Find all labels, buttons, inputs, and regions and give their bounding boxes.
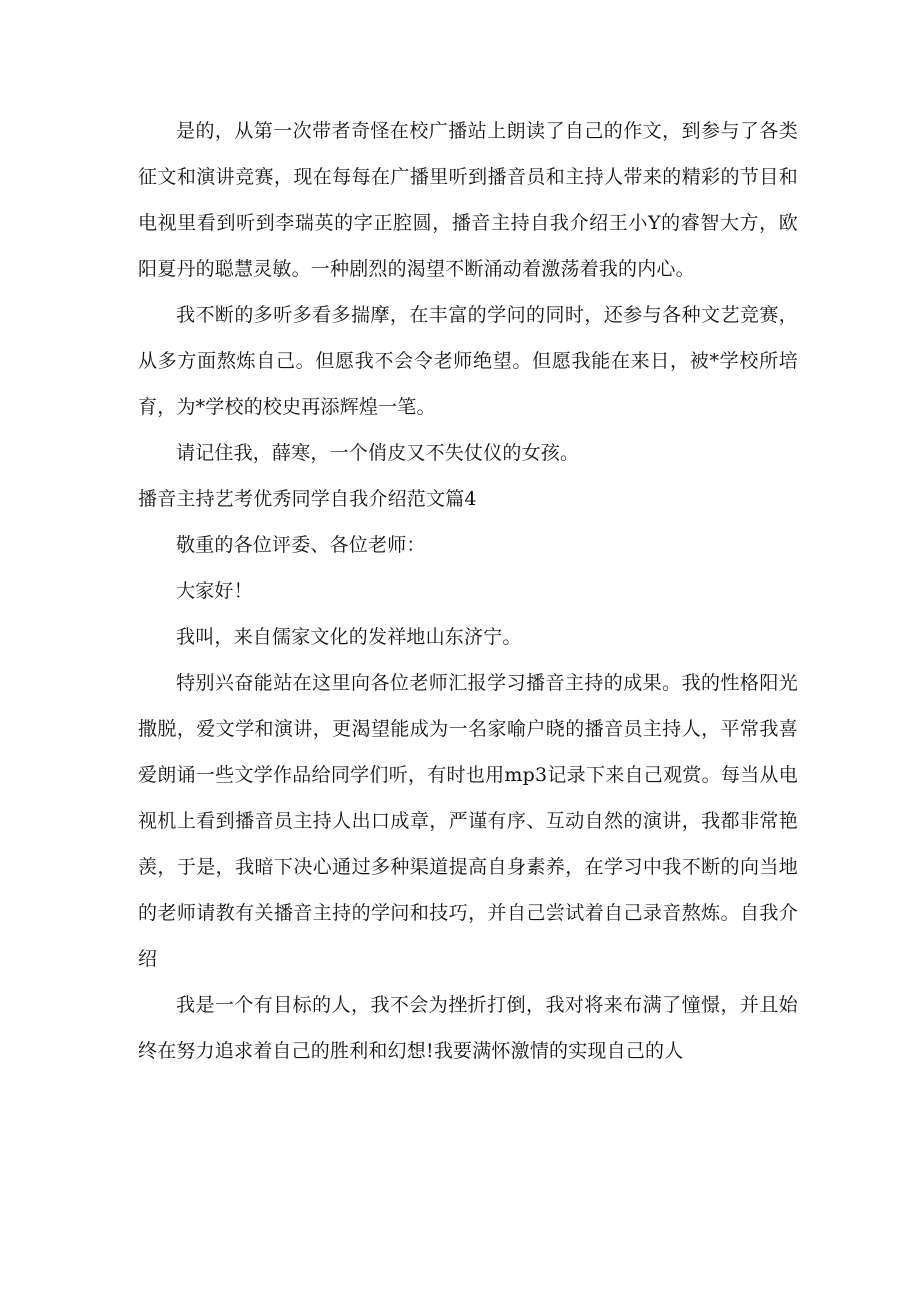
paragraph-goal: 我是一个有目标的人，我不会为挫折打倒，我对将来布满了憧憬，并且始终在努力追求着自己的胜利和幻想!我要满怀激情的实现自己的人 <box>138 994 798 1062</box>
paragraph-name-origin: 我叫，来自儒家文化的发祥地山东济宁。 <box>176 626 522 648</box>
paragraph-report: 特别兴奋能站在这里向各位老师汇报学习播音主持的成果。我的性格阳光撒脱，爱文学和演讲，更渴望能成为一名家喻户晓的播音员主持人，平常我喜爱朗诵一些文学作品给同学们听，有时也用mp3记录下来自己观赏。每当从电视机上看到播音员主持人出口成章，严谨有序、互动自然的演讲，我都非常艳羡，于是，我暗下决心通过多种渠道提高自身素养，在学习中我不断的向当地的老师请教有关播音主持的学问和技巧，并自己尝试着自己录音熬炼。自我介绍 <box>138 672 798 970</box>
section-heading: 播音主持艺考优秀同学自我介绍范文篇4 <box>138 488 477 510</box>
paragraph-remember: 请记住我，薛寒，一个俏皮又不失仗仪的女孩。 <box>176 442 580 464</box>
paragraph-practice: 我不断的多听多看多揣摩，在丰富的学问的同时，还参与各种文艺竞赛，从多方面熬炼自己。但愿我不会令老师绝望。但愿我能在来日，被*学校所培育，为*学校的校史再添辉煌一笔。 <box>138 304 798 418</box>
paragraph-intro: 是的，从第一次带者奇怪在校广播站上朗读了自己的作文，到参与了各类征文和演讲竞赛，现在每每在广播里听到播音员和主持人带来的精彩的节目和电视里看到听到李瑞英的字正腔圆，播音主持自我介绍王小Y的睿智大方，欧阳夏丹的聪慧灵敏。一种剧烈的渴望不断涌动着激荡着我的内心。 <box>138 120 798 280</box>
paragraph-hello: 大家好！ <box>176 580 253 602</box>
paragraph-greeting-judges: 敬重的各位评委、各位老师： <box>176 534 426 556</box>
document-body <box>138 108 798 1074</box>
